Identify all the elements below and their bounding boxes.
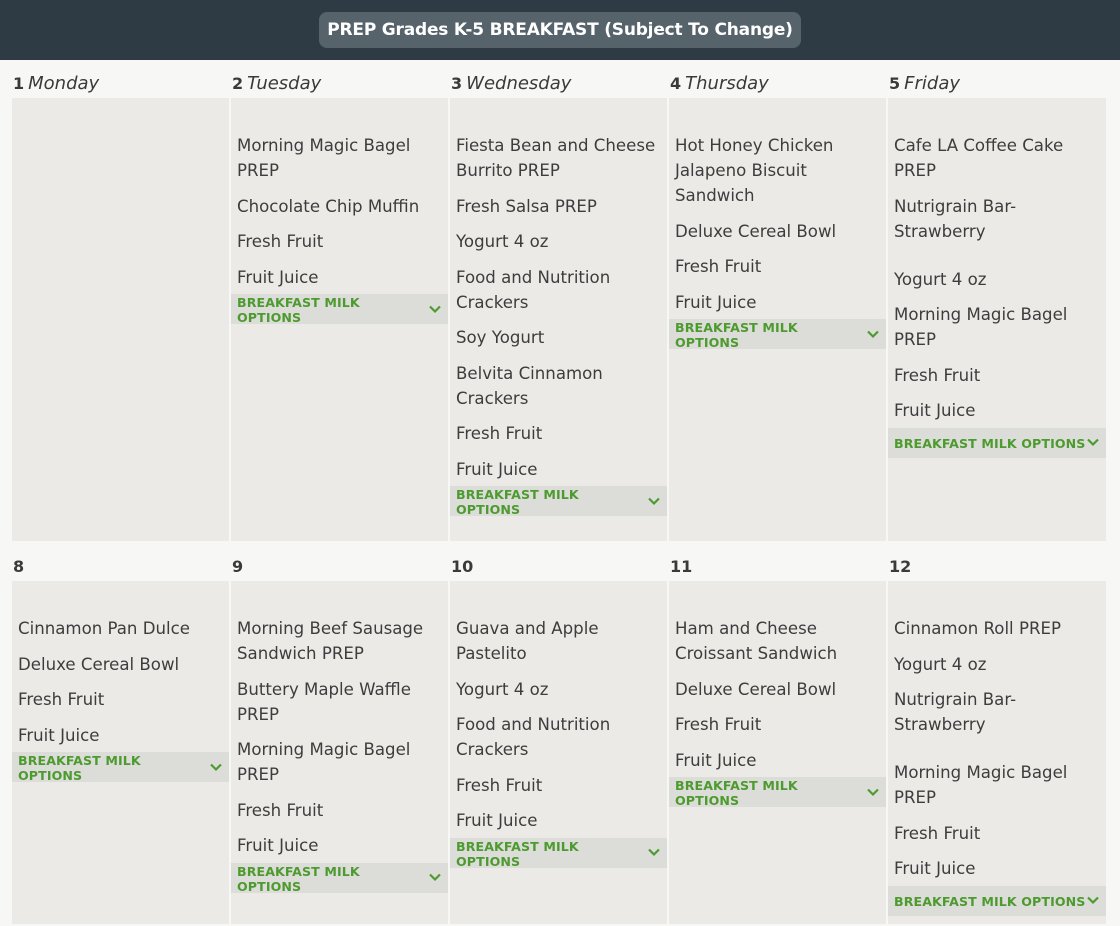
menu-item[interactable]: Chocolate Chip Muffin [237,196,420,216]
menu-item[interactable]: Fresh Fruit [675,257,762,276]
menu-item[interactable]: Yogurt 4 oz [894,654,987,674]
milk-options-toggle[interactable] [669,777,886,807]
menu-item[interactable]: Guava and Apple Pastelito [456,619,599,663]
day-column-9 [231,543,448,926]
menu-item[interactable]: Belvita Cinnamon Crackers [456,363,603,408]
menu-item[interactable]: Fresh Fruit [894,823,981,843]
milk-options-toggle[interactable] [231,863,448,893]
chevron-down-icon [1086,435,1100,449]
menu-item[interactable]: Yogurt 4 oz [456,679,549,699]
header-bar [0,0,1120,60]
menu-item[interactable]: Fiesta Bean and Cheese Burrito PREP [456,136,656,180]
menu-item[interactable]: Fruit Juice [894,859,976,878]
day-name: Friday [904,73,961,94]
milk-options-label: BREAKFAST MILK OPTIONS [237,295,360,325]
day-column-tuesday [231,60,448,543]
day-name: Monday [28,73,100,94]
menu-item[interactable]: Fresh Fruit [237,800,324,820]
day-number: 9 [232,557,244,576]
menu-item[interactable]: Cinnamon Roll PREP [894,619,1061,638]
menu-item[interactable]: Morning Magic Bagel PREP [237,740,411,784]
day-column-wednesday [450,60,667,543]
milk-options-label: BREAKFAST MILK OPTIONS [894,436,1086,451]
week-row [0,543,1120,926]
menu-item[interactable]: Soy Yogurt [456,328,545,347]
chevron-down-icon [866,327,880,341]
day-column-8 [12,543,229,926]
day-cell [450,581,667,924]
menu-item[interactable]: Cinnamon Pan Dulce [18,619,190,638]
menu-item[interactable]: Yogurt 4 oz [894,269,987,289]
week-row [0,60,1120,543]
menu-item[interactable]: Fruit Juice [18,725,100,745]
day-header [450,543,667,581]
day-header [231,543,448,581]
day-column-12 [888,543,1106,926]
day-header [888,60,1106,98]
day-header [669,60,886,98]
menu-item[interactable]: Fresh Fruit [18,690,105,709]
menu-item[interactable]: Ham and Cheese Croissant Sandwich [675,619,838,663]
menu-item[interactable]: Morning Magic Bagel PREP [237,136,411,180]
menu-item[interactable]: Morning Magic Bagel PREP [894,763,1068,807]
menu-item[interactable]: Food and Nutrition Crackers [456,267,611,312]
menu-item[interactable]: Hot Honey Chicken Jalapeno Biscuit Sandwich [675,136,834,205]
day-cell [669,581,886,924]
day-cell [231,98,448,541]
day-number: 4 [670,74,682,93]
chevron-down-icon [209,760,223,774]
milk-options-toggle[interactable] [888,428,1106,458]
menu-item[interactable]: Nutrigrain Bar-Strawberry [894,196,1017,241]
menu-item[interactable]: Fruit Juice [237,267,319,287]
day-number: 2 [232,74,244,93]
milk-options-label: BREAKFAST MILK OPTIONS [894,894,1086,909]
day-cell [231,581,448,924]
milk-options-label: BREAKFAST MILK OPTIONS [237,863,360,894]
day-number: 3 [451,74,463,93]
chevron-down-icon [428,302,442,316]
menu-item[interactable]: Nutrigrain Bar-Strawberry [894,690,1017,734]
menu-item[interactable]: Fresh Salsa PREP [456,196,597,216]
day-cell [12,98,229,541]
day-column-11 [669,543,886,926]
chevron-down-icon [647,494,661,508]
day-header [669,543,886,581]
day-cell [669,98,886,541]
milk-options-label: BREAKFAST MILK OPTIONS [675,320,798,350]
milk-options-label: BREAKFAST MILK OPTIONS [456,487,579,517]
menu-item[interactable]: Fruit Juice [237,836,319,855]
menu-item[interactable]: Fresh Fruit [456,424,543,443]
chevron-down-icon [1086,893,1100,907]
day-number: 1 [13,74,25,93]
menu-item[interactable]: Morning Beef Sausage Sandwich PREP [237,619,424,663]
milk-options-toggle[interactable] [231,294,448,324]
day-column-10 [450,543,667,926]
menu-item[interactable]: Food and Nutrition Crackers [456,715,611,759]
day-cell [888,98,1106,541]
milk-options-toggle[interactable] [669,319,886,349]
chevron-down-icon [647,845,661,859]
menu-item[interactable]: Morning Magic Bagel PREP [894,305,1068,349]
milk-options-label: BREAKFAST MILK OPTIONS [18,753,141,783]
day-cell [888,581,1106,924]
day-header [888,543,1106,581]
day-column-thursday [669,60,886,543]
day-header [12,60,229,98]
menu-item[interactable]: Deluxe Cereal Bowl [675,679,837,699]
menu-item[interactable]: Fresh Fruit [456,775,543,795]
day-name: Wednesday [466,73,572,94]
day-number: 12 [889,557,912,576]
menu-item[interactable]: Deluxe Cereal Bowl [18,654,180,674]
menu-item[interactable]: Fruit Juice [456,811,538,830]
day-column-friday [888,60,1106,543]
day-header [12,543,229,581]
menu-item[interactable]: Buttery Maple Waffle PREP [237,679,411,724]
milk-options-toggle[interactable] [450,486,667,516]
menu-item[interactable]: Fruit Juice [894,401,976,420]
milk-options-label: BREAKFAST MILK OPTIONS [675,778,798,808]
day-cell [12,581,229,924]
day-number: 8 [13,557,25,576]
menu-item[interactable]: Fruit Juice [456,459,538,479]
menu-item[interactable]: Fruit Juice [675,292,757,312]
day-column-monday [12,60,229,543]
menu-item[interactable]: Cafe LA Coffee Cake PREP [894,136,1064,180]
menu-item[interactable]: Deluxe Cereal Bowl [675,221,837,241]
menu-item[interactable]: Fresh Fruit [675,715,762,734]
day-header [231,60,448,98]
milk-options-toggle[interactable] [12,752,229,782]
menu-item[interactable]: Fresh Fruit [237,232,324,251]
day-header [450,60,667,98]
day-number: 5 [889,74,901,93]
milk-options-label: BREAKFAST MILK OPTIONS [456,838,579,869]
milk-options-toggle[interactable] [888,886,1106,916]
day-name: Thursday [685,73,769,94]
chevron-down-icon [866,785,880,799]
day-cell [450,98,667,541]
menu-item[interactable]: Yogurt 4 oz [456,232,549,251]
menu-item[interactable]: Fresh Fruit [894,365,981,385]
menu-item[interactable]: Fruit Juice [675,750,757,770]
milk-options-toggle[interactable] [450,838,667,868]
chevron-down-icon [428,870,442,884]
day-name: Tuesday [247,73,322,94]
menu-title: PREP Grades K-5 BREAKFAST (Subject To Change) [319,12,800,48]
day-number: 11 [670,557,693,576]
day-number: 10 [451,557,474,576]
